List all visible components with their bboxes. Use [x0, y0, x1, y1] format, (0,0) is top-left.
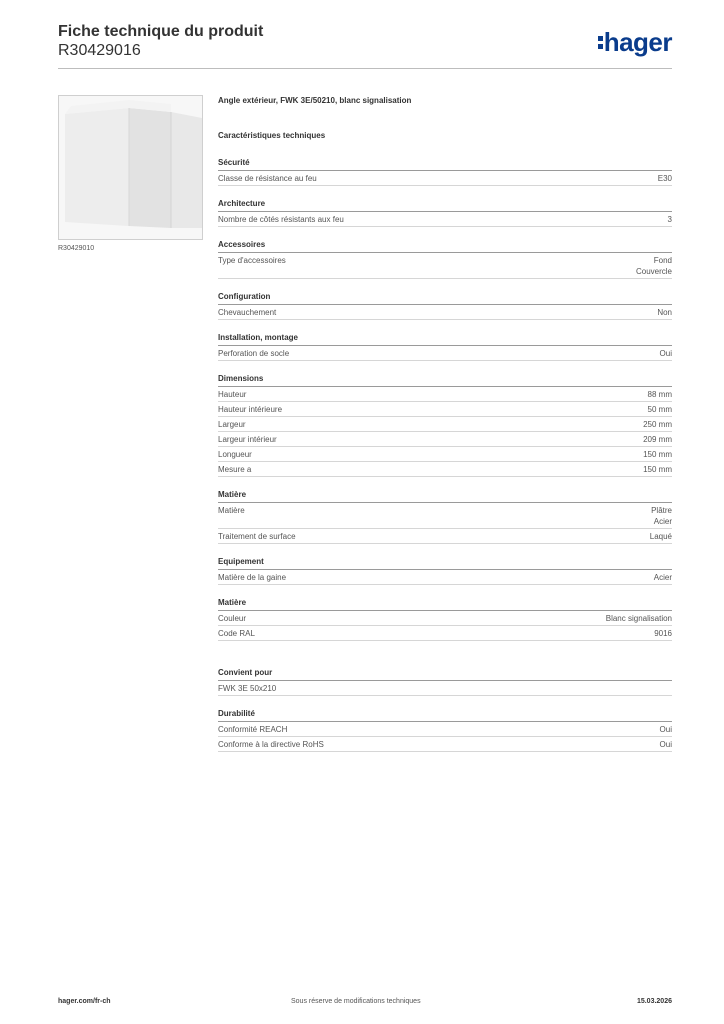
product-image [58, 95, 203, 240]
spec-value: 150 mm [643, 465, 672, 474]
logo-text: hager [603, 27, 672, 57]
spec-value: Non [657, 308, 672, 317]
header-divider [58, 68, 672, 69]
spec-value: 50 mm [647, 405, 672, 414]
logo-dots-icon [598, 33, 603, 52]
spec-label: Largeur intérieur [218, 435, 277, 444]
spec-section [218, 489, 672, 544]
spec-row [218, 611, 672, 626]
spec-label: Matière de la gaine [218, 573, 287, 582]
section-heading: Accessoires [218, 239, 672, 253]
document-header [58, 22, 263, 60]
section-heading: Convient pour [218, 667, 672, 681]
spec-row [218, 253, 672, 279]
spec-label: Nombre de côtés résistants aux feu [218, 215, 344, 224]
spec-row [218, 346, 672, 361]
corner-duct-icon [59, 96, 202, 239]
spec-value: Fond Couvercle [635, 256, 672, 276]
spec-value: 88 mm [647, 390, 672, 399]
product-reference: R30429016 [58, 42, 141, 59]
spec-value: E30 [657, 174, 672, 183]
spec-section [218, 667, 672, 696]
spec-section [218, 239, 672, 279]
spec-label: FWK 3E 50x210 [218, 684, 277, 693]
spec-label: Conforme à la directive RoHS [218, 740, 324, 749]
section-heading: Sécurité [218, 157, 672, 171]
spec-label: Classe de résistance au feu [218, 174, 317, 183]
spec-label: Chevauchement [218, 308, 277, 317]
spec-value: 209 mm [643, 435, 672, 444]
spec-sections [218, 157, 672, 641]
spec-section [218, 157, 672, 186]
spec-value: Oui [659, 740, 672, 749]
spec-row [218, 402, 672, 417]
section-heading: Durabilité [218, 708, 672, 722]
technical-characteristics-heading: Caractéristiques techniques [218, 131, 326, 140]
spec-row [218, 171, 672, 186]
spec-row [218, 529, 672, 544]
spec-value: 150 mm [643, 450, 672, 459]
spec-label: Code RAL [218, 629, 255, 638]
spec-label: Largeur [218, 420, 246, 429]
spec-value: Blanc signalisation [605, 614, 672, 623]
spec-row [218, 503, 672, 529]
spec-row [218, 737, 672, 752]
spec-value: 250 mm [643, 420, 672, 429]
spec-section [218, 291, 672, 320]
section-heading: Installation, montage [218, 332, 672, 346]
spec-value: Oui [659, 349, 672, 358]
spec-value: Plâtre Acier [651, 506, 672, 526]
section-heading: Matière [218, 489, 672, 503]
spec-label: Perforation de socle [218, 349, 290, 358]
section-heading: Matière [218, 597, 672, 611]
image-caption: R30429010 [58, 245, 95, 252]
spec-label: Longueur [218, 450, 252, 459]
footer-website: hager.com/fr-ch [58, 998, 111, 1005]
document-title: Fiche technique du produit [58, 23, 264, 40]
spec-row [218, 212, 672, 227]
section-heading: Configuration [218, 291, 672, 305]
spec-section [218, 332, 672, 361]
spec-section [218, 708, 672, 752]
section-heading: Equipement [218, 556, 672, 570]
spec-section [218, 373, 672, 477]
spec-row [218, 722, 672, 737]
spec-label: Mesure a [218, 465, 252, 474]
footer-date: 15.03.2026 [636, 998, 672, 1005]
spec-label: Traitement de surface [218, 532, 296, 541]
product-name: Angle extérieur, FWK 3E/50210, blanc signalisation [218, 96, 412, 105]
spec-label: Couleur [218, 614, 247, 623]
spec-section [218, 556, 672, 585]
extra-spec-sections [218, 667, 672, 752]
hager-logo [598, 27, 672, 58]
spec-value: Oui [659, 725, 672, 734]
spec-label: Conformité REACH [218, 725, 288, 734]
section-heading: Architecture [218, 198, 672, 212]
spec-row [218, 462, 672, 477]
spec-value: 3 [667, 215, 672, 224]
spec-label: Hauteur [218, 390, 247, 399]
spec-row [218, 432, 672, 447]
spec-row [218, 570, 672, 585]
spec-row [218, 447, 672, 462]
spec-value: Acier [653, 573, 672, 582]
product-details [218, 96, 672, 752]
section-heading: Dimensions [218, 373, 672, 387]
spec-row [218, 305, 672, 320]
spec-value: 9016 [654, 629, 672, 638]
spec-row [218, 626, 672, 641]
spec-row [218, 681, 672, 696]
spec-value: Laqué [649, 532, 672, 541]
spec-row [218, 417, 672, 432]
spec-label: Type d'accessoires [218, 256, 286, 265]
spec-label: Matière [218, 506, 245, 515]
spec-section [218, 597, 672, 641]
footer-disclaimer: Sous réserve de modifications techniques [291, 998, 421, 1005]
spec-label: Hauteur intérieure [218, 405, 283, 414]
spec-section [218, 198, 672, 227]
spec-row [218, 387, 672, 402]
